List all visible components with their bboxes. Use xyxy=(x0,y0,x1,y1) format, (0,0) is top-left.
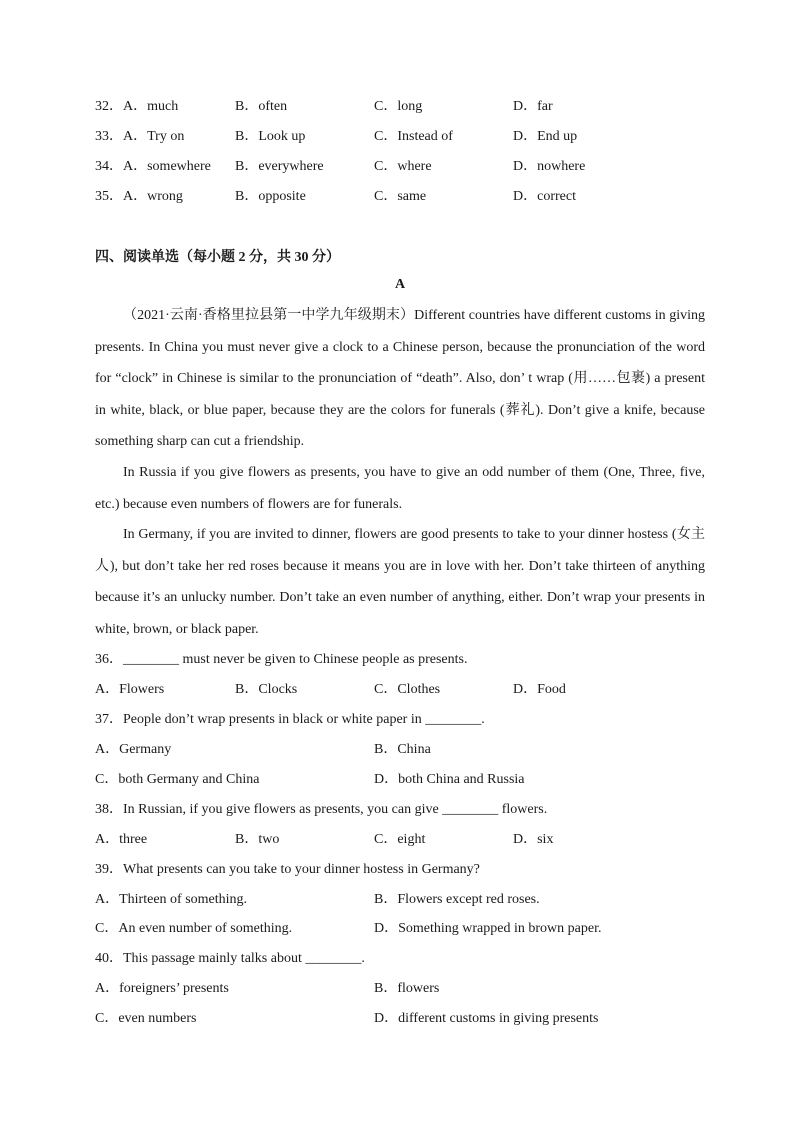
question-33-option-c: C．Instead of xyxy=(374,129,453,144)
question-38-option-a: A．three xyxy=(95,832,148,847)
question-33-option-d: D．End up xyxy=(513,129,578,144)
question-40-stem: 40．This passage mainly talks about ________. xyxy=(95,951,365,966)
question-40-option-d: D．different customs in giving presents xyxy=(374,1011,599,1026)
question-34-option-b: B．everywhere xyxy=(235,159,324,174)
question-39-option-d: D．Something wrapped in brown paper. xyxy=(374,921,602,936)
passage-paragraph-1: （2021·云南·香格里拉县第一中学九年级期末）Different countries have different customs in giving presents. In China you must never give a clock to a Chinese person, because the pronunciation of the word for “clock” in Chinese is similar to the pronunciation of “death”. Also, don’ t wrap (用……包裹) a present in white, black, or blue paper, because they are the colors for funerals (葬礼). Don’t give a knife, because something sharp can cut a friendship. xyxy=(95,308,705,449)
question-37-option-b: B．China xyxy=(374,742,431,757)
question-39-option-a: A．Thirteen of something. xyxy=(95,892,248,907)
question-37-stem: 37．People don’t wrap presents in black or white paper in ________. xyxy=(95,712,485,727)
question-39-option-c: C．An even number of something. xyxy=(95,921,293,936)
question-40-option-b: B．flowers xyxy=(374,981,440,996)
question-39-option-b: B．Flowers except red roses. xyxy=(374,892,540,907)
question-37-option-d: D．both China and Russia xyxy=(374,772,525,787)
question-34-option-a: 34．A．somewhere xyxy=(95,159,211,174)
question-37-option-c: C．both Germany and China xyxy=(95,772,260,787)
question-35-option-c: C．same xyxy=(374,189,427,204)
question-33-option-a: 33．A．Try on xyxy=(95,129,185,144)
question-38-option-b: B．two xyxy=(235,832,280,847)
question-32-option-c: C．long xyxy=(374,99,423,114)
question-37-option-a: A．Germany xyxy=(95,742,172,757)
question-40-option-a: A．foreigners’ presents xyxy=(95,981,229,996)
question-34-option-c: C．where xyxy=(374,159,432,174)
question-36-stem: 36．________ must never be given to Chinese people as presents. xyxy=(95,652,468,667)
question-35-option-b: B．opposite xyxy=(235,189,306,204)
question-38-option-c: C．eight xyxy=(374,832,426,847)
question-32-option-d: D．far xyxy=(513,99,553,114)
question-35-option-d: D．correct xyxy=(513,189,576,204)
question-38-stem: 38．In Russian, if you give flowers as presents, you can give ________ flowers. xyxy=(95,802,548,817)
question-34-option-d: D．nowhere xyxy=(513,159,586,174)
question-36-option-d: D．Food xyxy=(513,682,566,697)
question-39-stem: 39．What presents can you take to your dinner hostess in Germany? xyxy=(95,862,480,877)
question-36-option-c: C．Clothes xyxy=(374,682,441,697)
question-33-option-b: B．Look up xyxy=(235,129,306,144)
question-35-option-a: 35．A．wrong xyxy=(95,189,183,204)
section-title: 四、阅读单选（每小题 2 分，共 30 分） xyxy=(95,250,340,265)
question-36-option-b: B．Clocks xyxy=(235,682,298,697)
passage-label: A xyxy=(394,277,406,292)
passage-paragraph-3: In Germany, if you are invited to dinner, flowers are good presents to take to your dinner hostess (女主人), but don’t take her red roses because it means you are in love with her. Don’t take thirteen of anything because it’s an unlucky number. Don’t take an even number of anything, either. Don’t wrap your presents in white, brown, or black paper. xyxy=(95,527,705,637)
question-32-option-a: 32．A．much xyxy=(95,99,179,114)
passage-paragraph-2: In Russia if you give flowers as presents, you have to give an odd number of them (One, Three, five, etc.) because even numbers of flowers are for funerals. xyxy=(95,465,705,512)
question-36-option-a: A．Flowers xyxy=(95,682,165,697)
question-38-option-d: D．six xyxy=(513,832,554,847)
question-40-option-c: C．even numbers xyxy=(95,1011,197,1026)
question-32-option-b: B．often xyxy=(235,99,288,114)
